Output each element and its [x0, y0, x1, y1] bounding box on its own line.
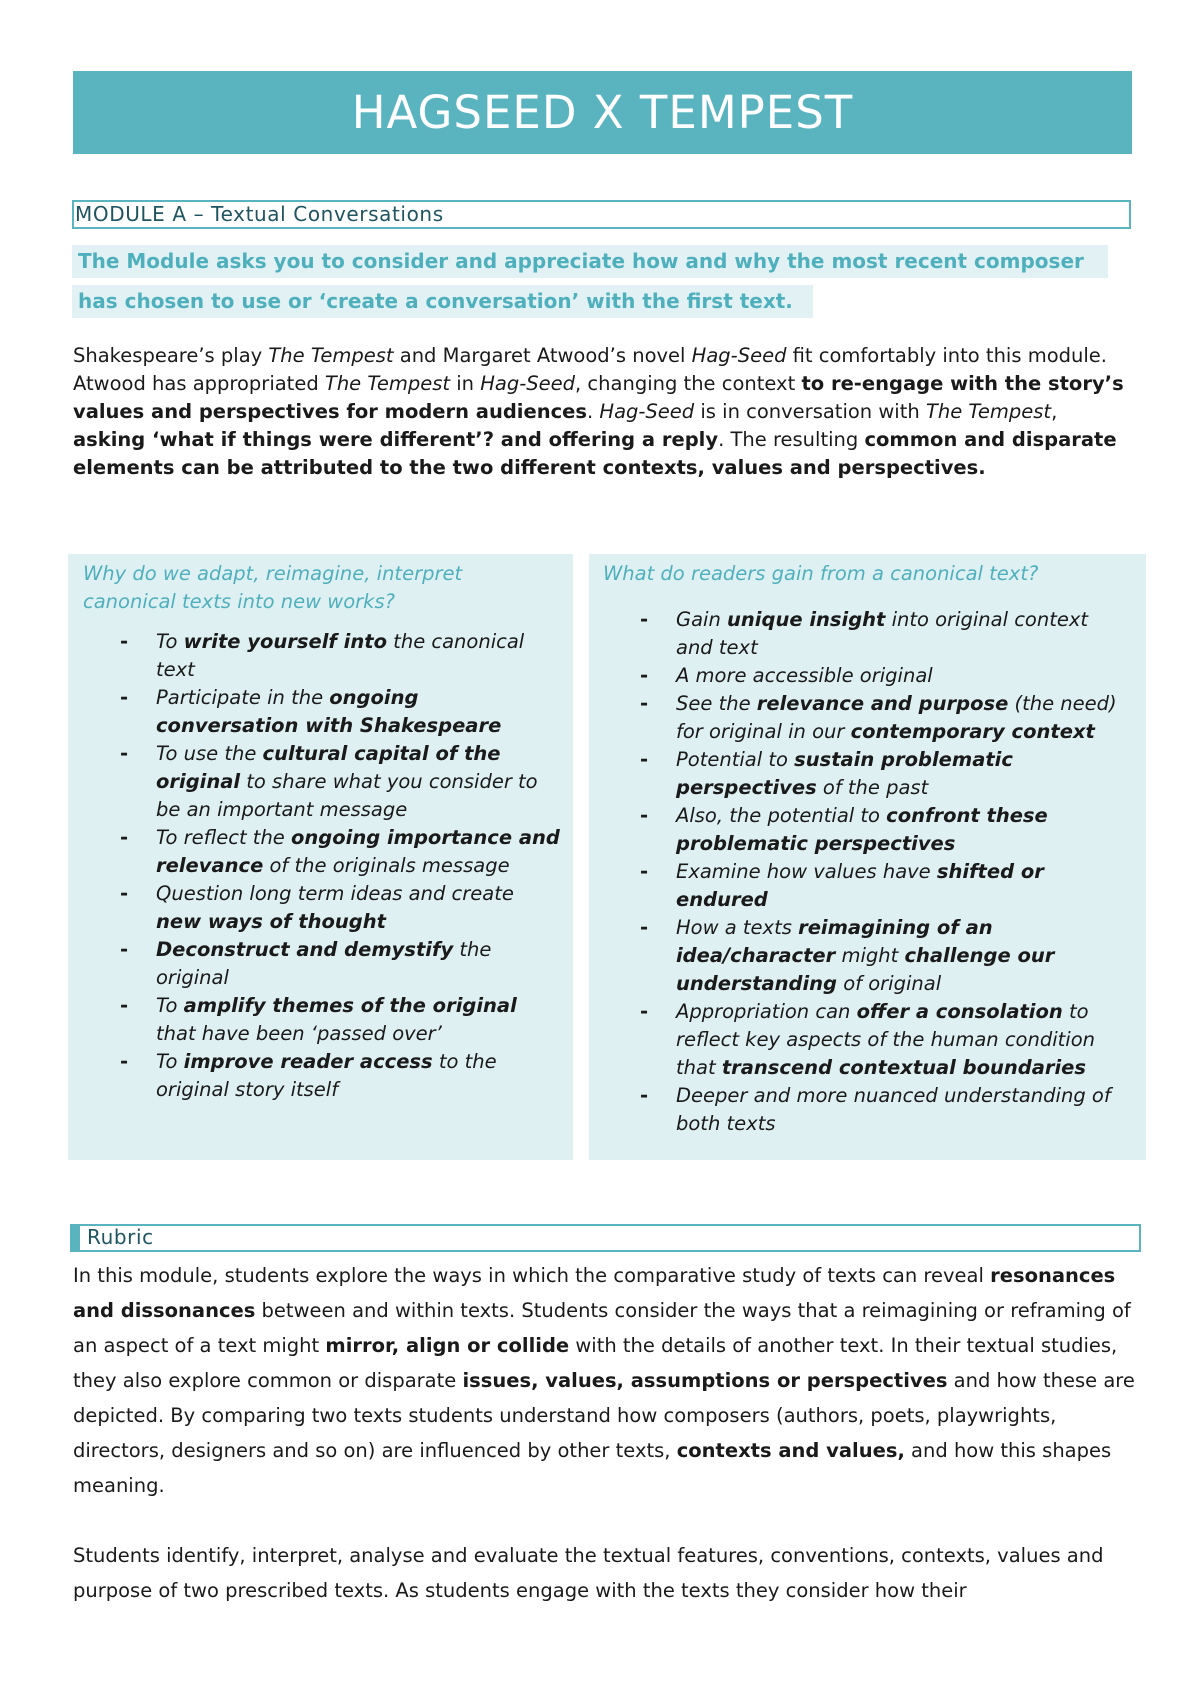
dash-bullet: -	[640, 916, 649, 939]
rubric-paragraph: In this module, students explore the ways in which the comparative study of texts can reveal resonances and dissonances between and within texts. Students consider the ways that a reimagining or reframing of an aspect of a text might mirror, align or collide with the details of another text. In their textual studies, they also explore common or disparate issues, values, assumptions or perspectives and how these are depicted. By comparing two texts students understand how composers (authors, poets, playwrights, directors, designers and so on) are influenced by other texts, contexts and values, and how this shapes meaning.	[73, 1264, 1135, 1497]
list-item: - Participate in the ongoing conversation with Shakespeare	[120, 686, 502, 737]
right-panel-title: What do readers gain from a canonical text?	[603, 562, 1039, 585]
list-item: - To use the cultural capital of the original to share what you consider to be an important message	[120, 742, 538, 821]
dash-bullet: -	[120, 882, 129, 905]
intro-paragraph: Shakespeare’s play The Tempest and Margaret Atwood’s novel Hag-Seed fit comfortably into this module. Atwood has appropriated The Tempest in Hag-Seed, changing the context to re-engage with the story’s values and perspectives for modern audiences. Hag-Seed is in conversation with The Tempest, asking ‘what if things were different’? and offering a reply. The resulting common and disparate elements can be attributed to the two different contexts, values and perspectives.	[73, 344, 1124, 479]
left-panel-title: Why do we adapt, reimagine, interpret canonical texts into new works?	[83, 562, 463, 613]
list-item: - Potential to sustain problematic perspectives of the past	[640, 748, 1013, 799]
list-item: - Deeper and more nuanced understanding of both texts	[640, 1084, 1111, 1135]
rubric-paragraph: Students identify, interpret, analyse and evaluate the textual features, conventions, contexts, values and purpose of two prescribed texts. As students engage with the texts they consider how their	[73, 1544, 1104, 1602]
page-title: HAGSEED X TEMPEST	[351, 86, 854, 139]
left-panel	[68, 554, 573, 1160]
list-item: - Deconstruct and demystify the original	[120, 938, 492, 989]
dash-bullet: -	[640, 748, 649, 771]
rubric-text	[73, 1258, 1138, 1643]
dash-bullet: -	[120, 630, 129, 653]
dash-bullet: -	[640, 1084, 649, 1107]
list-item: - A more accessible original	[603, 662, 1126, 690]
dash-bullet: -	[640, 1000, 649, 1023]
list-item: - Also, the potential to confront these problematic perspectives	[640, 804, 1048, 855]
dash-bullet: -	[640, 804, 649, 827]
list-item: - To write yourself into the canonical text	[120, 630, 525, 681]
list-item: - To reflect the ongoing importance and relevance of the originals message	[120, 826, 560, 877]
title-banner	[73, 71, 1132, 154]
list-item: - Question long term ideas and create new ways of thought	[120, 882, 514, 933]
list-item: - See the relevance and purpose (the need) for original in our contemporary context	[640, 692, 1117, 743]
list-item: - Examine how values have shifted or endured	[640, 860, 1044, 911]
dash-bullet: -	[120, 994, 129, 1017]
right-panel	[589, 554, 1146, 1160]
intro-line-2: has chosen to use or ‘create a conversation’ with the first text.	[72, 285, 813, 318]
left-panel-list	[83, 628, 561, 1104]
list-item: - Gain unique insight into original context and text	[640, 608, 1089, 659]
dash-bullet: -	[120, 826, 129, 849]
dash-bullet: -	[640, 608, 649, 631]
right-panel-list	[603, 606, 1126, 1138]
dash-bullet: -	[120, 938, 129, 961]
dash-bullet: -	[120, 686, 129, 709]
list-item: - How a texts reimagining of an idea/character might challenge our understanding of original	[640, 916, 1055, 995]
dash-bullet: -	[640, 664, 649, 687]
dash-bullet: -	[640, 692, 649, 715]
intro-line-1: The Module asks you to consider and appreciate how and why the most recent composer	[72, 245, 1108, 278]
module-heading: MODULE A – Textual Conversations	[72, 200, 1131, 229]
rubric-heading: Rubric	[70, 1224, 1141, 1252]
dash-bullet: -	[120, 1050, 129, 1073]
list-item: - To amplify themes of the original that have been ‘passed over’	[120, 994, 517, 1045]
dash-bullet: -	[120, 742, 129, 765]
dash-bullet: -	[640, 860, 649, 883]
list-item: - Appropriation can offer a consolation to reflect key aspects of the human condition that transcend contextual boundaries	[640, 1000, 1095, 1079]
list-item: - To improve reader access to the original story itself	[120, 1050, 497, 1101]
